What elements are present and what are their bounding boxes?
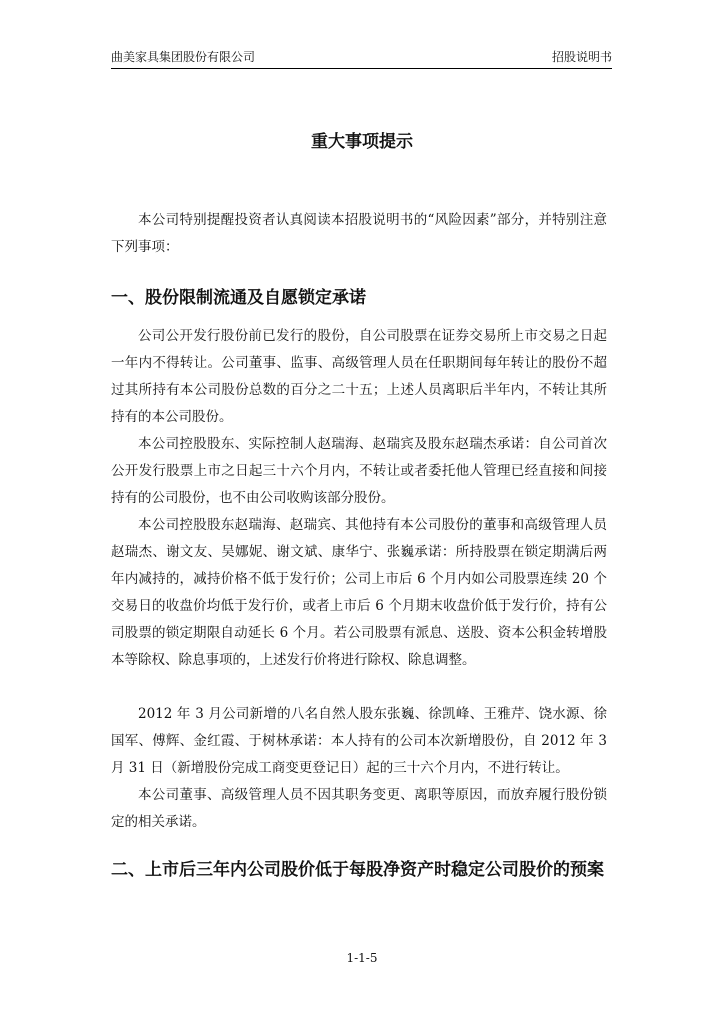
section-1-paragraph-3: 本公司控股股东赵瑞海、赵瑞宾、其他持有本公司股份的董事和高级管理人员赵瑞杰、谢文友、吴娜妮、谢文斌、康华宁、张巍承诺：所持股票在锁定期满后两年内减持的，减持价格不低于发行价；公司上市后 6 个月内如公司股票连续 20 个交易日的收盘价均低于发行价，或者上市后 6 个月期末收盘价低于发行价，持有公司股票的锁定期限自动延长 6 个月。若公司股票有派息、送股、资本公积金转增股本等除权、除息事项的，上述发行价将进行除权、除息调整。 [111, 517, 607, 668]
section-1-heading: 一、股份限制流通及自愿锁定承诺 [111, 288, 366, 308]
section-2-heading: 二、上市后三年内公司股价低于每股净资产时稳定公司股价的预案 [111, 860, 604, 880]
page-title: 重大事项提示 [311, 132, 413, 152]
header-document-type: 招股说明书 [551, 50, 612, 64]
page-header [111, 48, 612, 69]
section-1-paragraph-4: 2012 年 3 月公司新增的八名自然人股东张巍、徐凯峰、王雅芹、饶水源、徐国军、傅辉、金红霞、于树林承诺：本人持有的公司本次新增股份，自 2012 年 3 月 31 日（新增股份完成工商变更登记日）起的三十六个月内，不进行转让。 [111, 706, 607, 776]
section-1-paragraph-5: 本公司董事、高级管理人员不因其职务变更、离职等原因，而放弃履行股份锁定的相关承诺。 [111, 787, 607, 830]
page-number: 1-1-5 [346, 951, 378, 965]
section-1-paragraph-2: 本公司控股股东、实际控制人赵瑞海、赵瑞宾及股东赵瑞杰承诺：自公司首次公开发行股票上市之日起三十六个月内，不转让或者委托他人管理已经直接和间接持有的公司股份，也不由公司收购该部分股份。 [111, 436, 607, 506]
header-company-name: 曲美家具集团股份有限公司 [111, 50, 256, 64]
section-1-paragraph-1: 公司公开发行股份前已发行的股份，自公司股票在证券交易所上市交易之日起一年内不得转让。公司董事、监事、高级管理人员在任职期间每年转让的股份不超过其所持有本公司股份总数的百分之二十五；上述人员离职后半年内，不转让其所持有的本公司股份。 [111, 328, 607, 425]
intro-paragraph: 本公司特别提醒投资者认真阅读本招股说明书的“风险因素”部分，并特别注意下列事项： [111, 212, 607, 255]
